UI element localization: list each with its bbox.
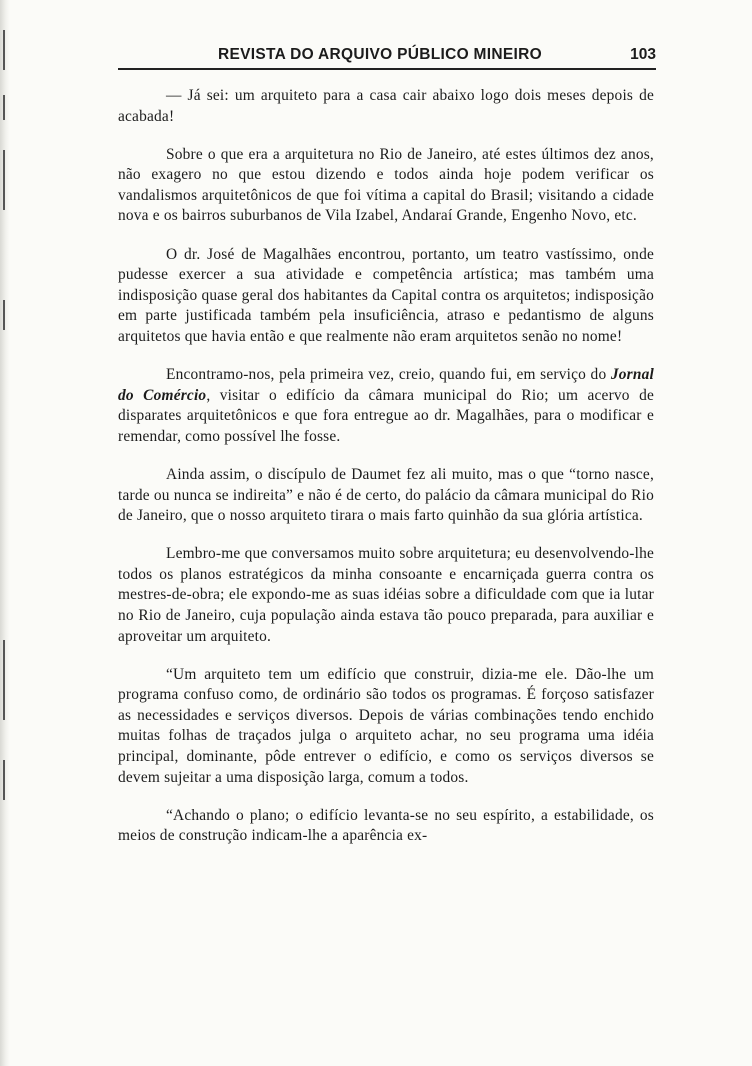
paragraph-text: , visitar o edifício da câmara municipal do Rio; um acervo de disparates arquitetônicos e que fora entregue ao dr. Magalhães, para o modificar e remendar, como possível lhe fosse. bbox=[118, 386, 654, 445]
journal-title: REVISTA DO ARQUIVO PÚBLICO MINEIRO bbox=[218, 46, 542, 63]
page-header bbox=[118, 44, 656, 70]
binding-edge bbox=[0, 0, 10, 1066]
paragraph-4 bbox=[118, 365, 654, 447]
paragraph-text: Lembro-me que conversamos muito sobre arquitetura; eu desenvolvendo-lhe todos os planos estratégicos da minha consoante e encarniçada guerra contra os mestres-de-obra; ele expondo-me as suas idéias sobre a dificuldade com que ia lutar no Rio de Janeiro, cuja população ainda estava tão pouco preparada, para auxiliar e aproveitar um arquiteto. bbox=[118, 545, 654, 645]
paragraph-text: “Achando o plano; o edifício levanta-se no seu espírito, a estabilidade, os meios de construção indicam-lhe a aparência ex- bbox=[118, 806, 654, 845]
paragraph-6 bbox=[118, 544, 654, 647]
paragraph-8 bbox=[118, 806, 654, 847]
page-number: 103 bbox=[630, 46, 656, 63]
paragraph-1 bbox=[118, 86, 654, 127]
paragraph-text: Ainda assim, o discípulo de Daumet fez ali muito, mas o que “torno nasce, tarde ou nunca se indireita” e não é de certo, do palácio da câmara municipal do Rio de Janeiro, que o nosso arquiteto tirara o mais farto quinhão da sua glória artística. bbox=[118, 465, 654, 525]
newspaper-title: Jornal do Comércio bbox=[118, 366, 654, 404]
paragraph-5 bbox=[118, 465, 654, 527]
paragraph-2 bbox=[118, 145, 654, 227]
header-rule bbox=[118, 68, 656, 70]
paragraph-7 bbox=[118, 665, 654, 789]
paragraph-text: “Um arquiteto tem um edifício que construir, dizia-me ele. Dão-lhe um programa confuso como, de ordinário são todos os programas. É forçoso satisfazer as necessidades e serviços diversos. Depois de várias combinações tendo enchido muitas folhas de traçados julga o arquiteto achar, no seu programa uma idéia principal, dominante, pôde entrever o edifício, e como os serviços diversos se devem sujeitar a uma disposição larga, comum a todos. bbox=[118, 665, 654, 786]
paragraph-3 bbox=[118, 245, 654, 348]
paragraph-text: O dr. José de Magalhães encontrou, portanto, um teatro vastíssimo, onde pudesse exercer a sua atividade e competência artística; mas também uma indisposição quase geral dos habitantes da Capital contra os arquitetos; indisposição em parte justificada também pela insuficiência, atraso e pedantismo de alguns arquitetos que havia então e que realmente não eram arquitetos senão no nome! bbox=[118, 245, 654, 345]
paragraph-text: Encontramo-nos, pela primeira vez, creio, quando fui, em serviço do bbox=[166, 366, 611, 384]
article-body bbox=[118, 86, 654, 864]
paragraph-text: — Já sei: um arquiteto para a casa cair abaixo logo dois meses depois de acabada! bbox=[118, 87, 654, 125]
paragraph-text: Sobre o que era a arquitetura no Rio de Janeiro, até estes últimos dez anos, não exagero no que estou dizendo e todos ainda hoje podem verificar os vandalismos arquitetônicos de que foi vítima a capital do Brasil; visitando a cidade nova e os bairros suburbanos de Vila Izabel, Andaraí Grande, Engenho Novo, etc. bbox=[118, 145, 654, 225]
